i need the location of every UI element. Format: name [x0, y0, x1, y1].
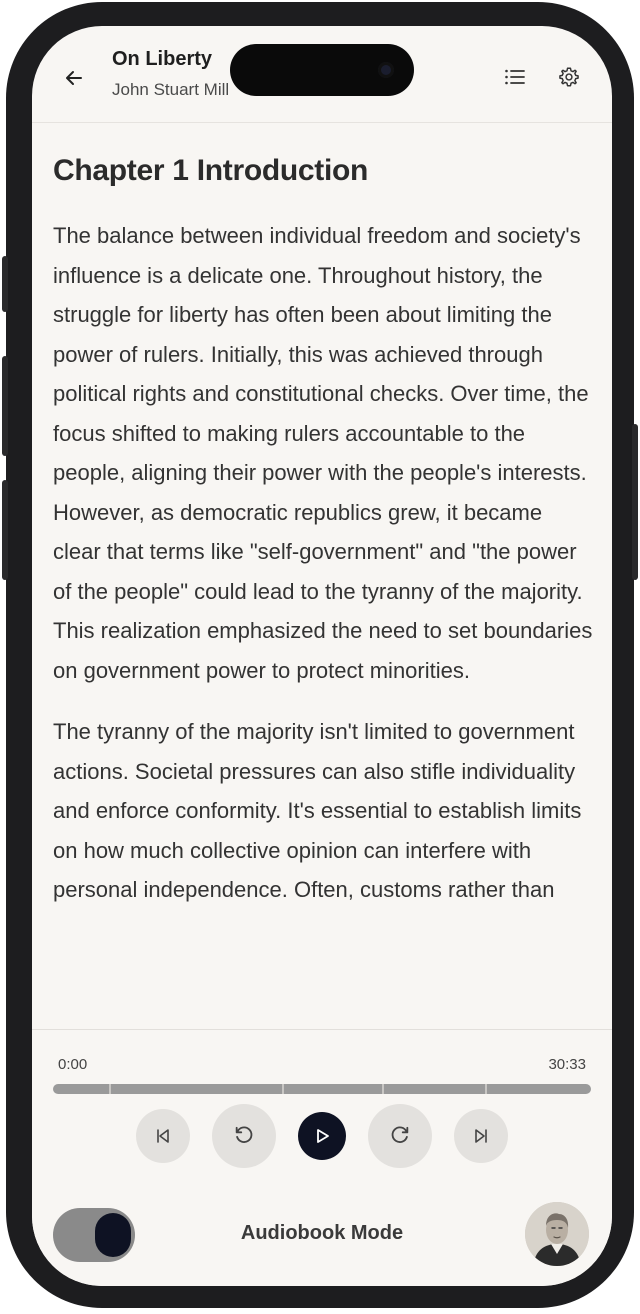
- action-button: [2, 256, 8, 312]
- book-author: John Stuart Mill: [112, 80, 230, 99]
- paragraph: The balance between individual freedom and society's influence is a delicate one. Throughout history, the struggle for liberty has often been about limiting the power of rulers. Initially, this was achieved through political rights and constitutional checks. Over time, the focus shifted to making rulers accountable to the people, aligning their power with the people's interests. However, as democratic republics grew, it became clear that terms like "self-government" and "the power of the people" could lead to the tyranny of the majority. This realization emphasized the need to set boundaries on government power to protect minorities.: [53, 223, 593, 683]
- rewind-icon: [233, 1125, 255, 1147]
- audio-player: [32, 1029, 612, 1286]
- total-time: 30:33: [548, 1056, 586, 1073]
- audiobook-mode-label: Audiobook Mode: [240, 1222, 404, 1244]
- play-icon: [313, 1127, 331, 1145]
- current-time: 0:00: [58, 1056, 88, 1073]
- skip-previous-icon: [154, 1127, 172, 1145]
- chapter-marker: [485, 1084, 487, 1094]
- narrator-avatar[interactable]: [525, 1202, 589, 1266]
- progress-bar[interactable]: [53, 1084, 591, 1094]
- gear-icon: [558, 66, 580, 88]
- author-portrait-icon: [525, 1202, 589, 1266]
- chapter-marker: [109, 1084, 111, 1094]
- forward-button[interactable]: [368, 1104, 432, 1168]
- chapter-marker: [282, 1084, 284, 1094]
- rewind-button[interactable]: [212, 1104, 276, 1168]
- forward-icon: [389, 1125, 411, 1147]
- skip-next-icon: [472, 1127, 490, 1145]
- volume-up-button: [2, 356, 8, 456]
- list-icon: [504, 68, 526, 86]
- reader-screen: [32, 26, 612, 1286]
- back-button[interactable]: [60, 64, 88, 92]
- camera-icon: [378, 62, 394, 78]
- skip-previous-button[interactable]: [136, 1109, 190, 1163]
- arrow-left-icon: [64, 68, 84, 88]
- power-button: [632, 424, 638, 580]
- play-button[interactable]: [298, 1112, 346, 1160]
- volume-down-button: [2, 480, 8, 580]
- chapter-title: Chapter 1 Introduction: [53, 154, 369, 187]
- settings-button[interactable]: [554, 62, 584, 92]
- book-title: On Liberty: [112, 48, 213, 70]
- chapters-button[interactable]: [500, 62, 530, 92]
- chapter-marker: [382, 1084, 384, 1094]
- chapter-content[interactable]: [53, 130, 593, 1030]
- dynamic-island: [230, 44, 414, 96]
- skip-next-button[interactable]: [454, 1109, 508, 1163]
- paragraph: The tyranny of the majority isn't limited to government actions. Societal pressures can also stifle individuality and enforce conformity. It's essential to establish limits on how much collective opinion can interfere with personal independence. Often, customs rather than: [53, 719, 582, 902]
